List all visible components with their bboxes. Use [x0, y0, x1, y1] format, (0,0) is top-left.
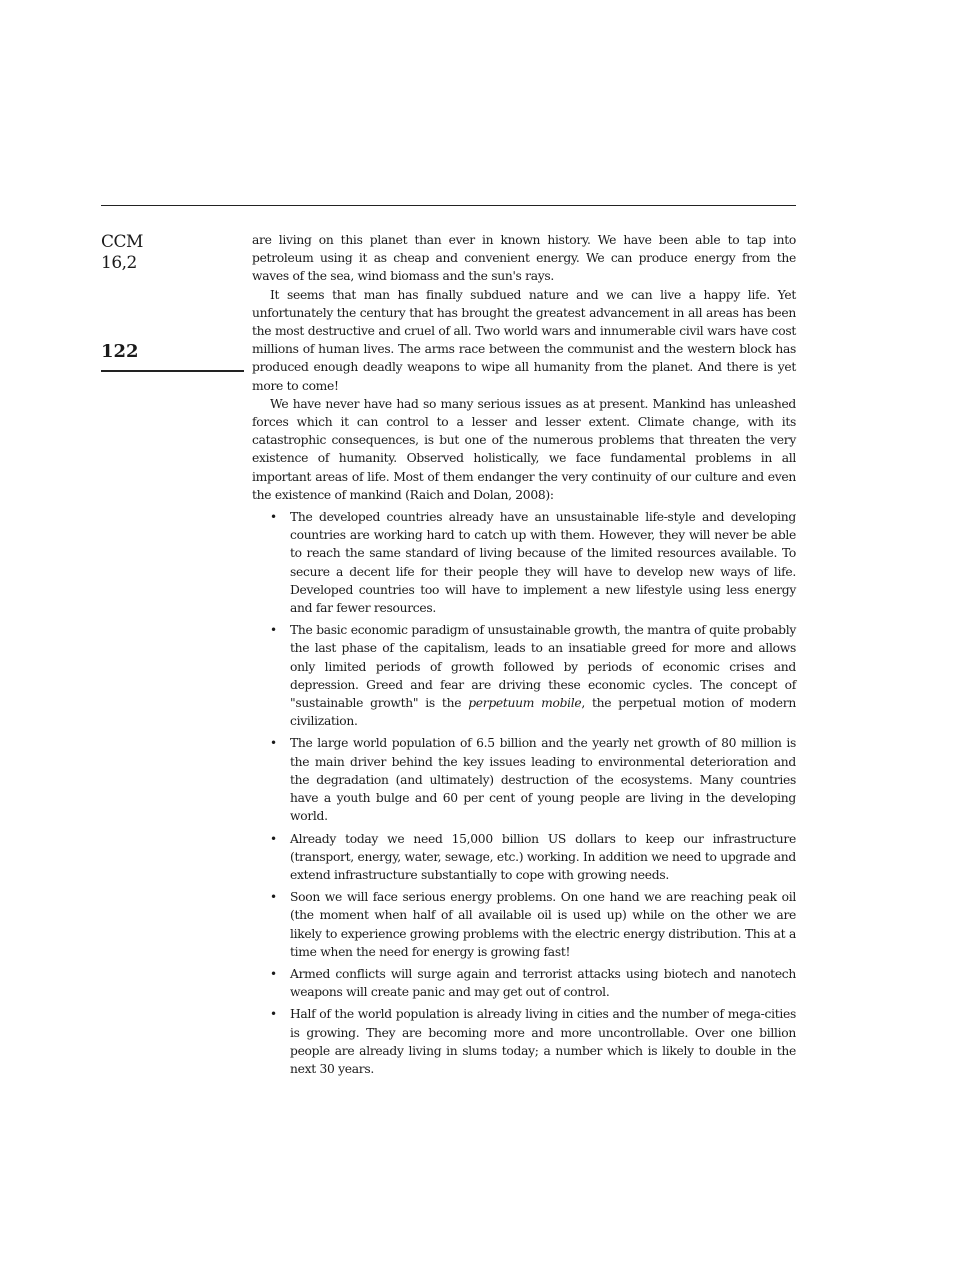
list-item-text: The developed countries already have an unsustainable life-style and developing countries are working hard to catch up with them. However, they will never be able to reach the same standard of living because of the limited resources available. To secure a decent life for their people they will have to develop new ways of life. Developed countries too will have to implement a new lifestyle using less energy and far fewer resources. [290, 510, 796, 616]
header-rule [101, 205, 796, 206]
paragraph-3: We have never have had so many serious issues as at present. Mankind has unleashed forces which it can control to a lesser and lesser extent. Climate change, with its catastrophic consequences, is but one of the numerous problems that threaten the very existence of humanity. Observed holistically, we face fundamental problems in all important areas of life. Most of them endanger the very continuity of our culture and even the existence of mankind (Raich and Dolan, 2008): [252, 396, 796, 502]
bullet-icon: • [270, 736, 277, 751]
list-item-text: The large world population of 6.5 billion and the yearly net growth of 80 million is the main driver behind the key issues leading to environmental deterioration and the degradation (and ultimately) destruction of the ecosystems. Many countries have a youth bulge and 60 per cent of young people are living in the developing world. [290, 736, 796, 824]
list-item [252, 734, 796, 825]
bullet-icon: • [270, 623, 277, 638]
bullet-icon: • [270, 890, 277, 905]
main-text [252, 231, 796, 1082]
list-item-text: Soon we will face serious energy problems. On one hand we are reaching peak oil (the moment when half of all available oil is used up) while on the other we are likely to experience growing problems with the electric energy distribution. This at a time when the need for energy is growing fast! [290, 890, 796, 959]
list-item [252, 965, 796, 1001]
bullet-icon: • [270, 831, 277, 846]
list-item [252, 888, 796, 961]
bullet-icon: • [270, 1007, 277, 1022]
journal-code [101, 232, 221, 274]
page-number: 122 [101, 341, 139, 362]
bullet-icon: • [270, 966, 277, 981]
list-item-text: Already today we need 15,000 billion US dollars to keep our infrastructure (transport, energy, water, sewage, etc.) working. In addition we need to upgrade and extend infrastructure substantially to cope with growing needs. [290, 831, 796, 882]
bullet-list [252, 508, 796, 1078]
journal-code-volume: 16,2 [101, 253, 137, 273]
list-item-text: Half of the world population is already living in cities and the number of mega-cities is growing. They are becoming more and more uncontrollable. Over one billion people are already living in slums today; a number which is likely to double in the next 30 years. [290, 1007, 796, 1076]
list-item [252, 508, 796, 617]
paragraph-2: It seems that man has finally subdued nature and we can live a happy life. Yet unfortunately the century that has brought the greatest advancement in all areas has been the most destructive and cruel of all. Two world wars and innumerable civil wars have cost millions of human lives. The arms race between the communist and the western block has produced enough deadly weapons to wipe all humanity from the planet. And there is yet more to come! [252, 287, 796, 393]
journal-code-title: CCM [101, 232, 143, 252]
bullet-icon: • [270, 510, 277, 525]
paragraph-1: are living on this planet than ever in known history. We have been able to tap into petroleum using it as cheap and convenient energy. We can produce energy from the waves of the sea, wind biomass and the sun's rays. [252, 233, 796, 284]
list-item-text: Armed conflicts will surge again and terrorist attacks using biotech and nanotech weapons will create panic and may get out of control. [290, 966, 796, 1000]
list-item-italic-term: perpetuum mobile [468, 696, 582, 711]
list-item [252, 830, 796, 885]
list-item-text: The basic economic paradigm of unsustainable growth, the mantra of quite probably the last phase of the capitalism, leads to an insatiable greed for more and allows only limited periods of growth followed by periods of economic crises and depression. Greed and fear are driving these economic cycles. The concept of "sustainable growth" is the [290, 623, 796, 711]
list-item-text-end: , the perpetual motion of modern civilization. [290, 696, 796, 729]
list-item [252, 1005, 796, 1078]
page-number-rule [101, 370, 244, 372]
list-item [252, 621, 796, 730]
